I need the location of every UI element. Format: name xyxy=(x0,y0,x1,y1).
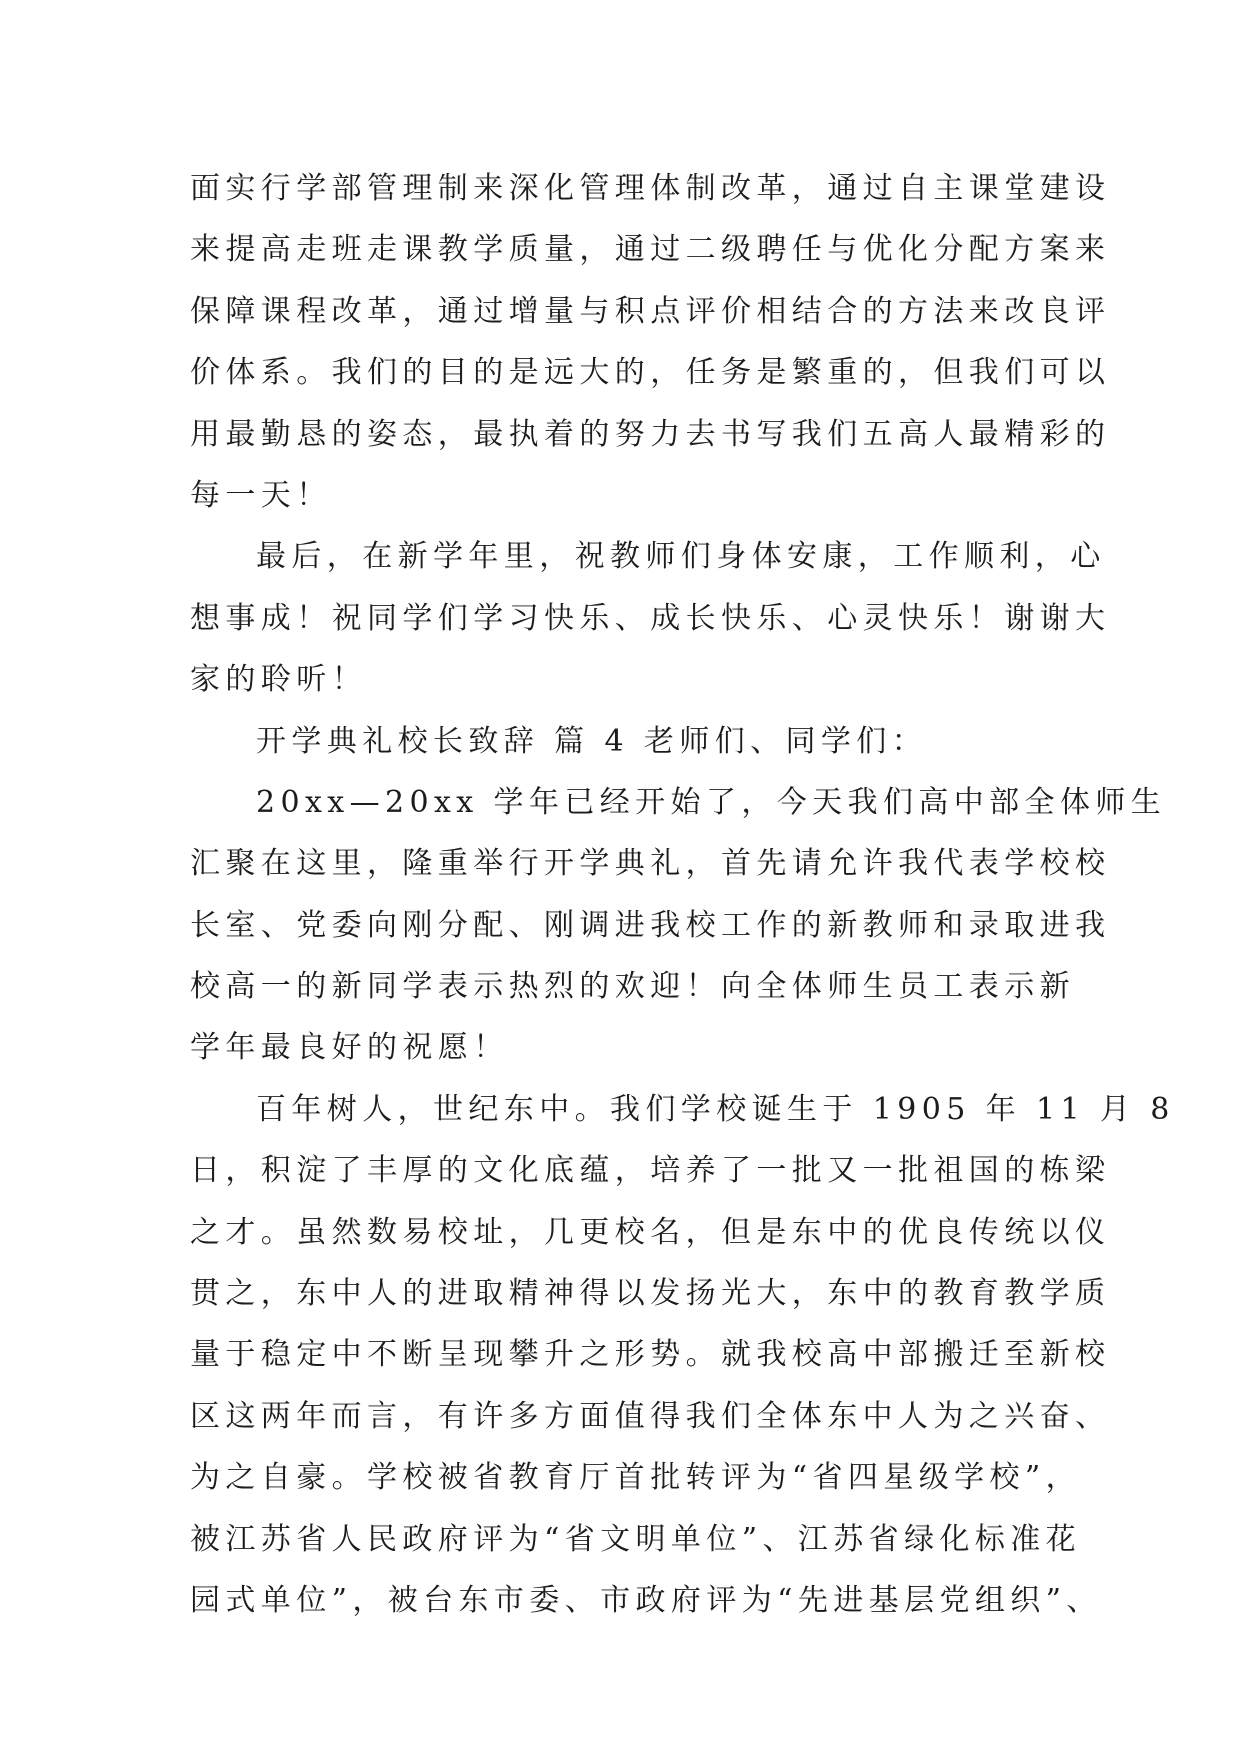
text-line: 保障课程改革，通过增量与积点评价相结合的方法来改良评 xyxy=(190,293,1111,329)
text-line: 园式单位”，被台东市委、市政府评为“先进基层党组织”、 xyxy=(190,1582,1102,1618)
text-line: 区这两年而言，有许多方面值得我们全体东中人为之兴奋、 xyxy=(190,1398,1111,1434)
text-line: 面实行学部管理制来深化管理体制改革，通过自主课堂建设 xyxy=(190,171,1111,206)
text-line: 开学典礼校长致辞 篇 4 老师们、同学们： xyxy=(256,723,928,759)
text-line: 为之自豪。学校被省教育厅首批转评为“省四星级学校”， xyxy=(190,1460,1082,1496)
text-line: 最后，在新学年里，祝教师们身体安康，工作顺利，心 xyxy=(256,539,1106,575)
text-line: 日，积淀了丰厚的文化底蕴，培养了一批又一批祖国的栋梁 xyxy=(190,1153,1111,1189)
text-line: 百年树人，世纪东中。我们学校诞生于 1905 年 11 月 8 xyxy=(256,1091,1175,1127)
text-line: 来提高走班走课教学质量，通过二级聘任与优化分配方案来 xyxy=(190,232,1111,268)
text-line: 贯之，东中人的进取精神得以发扬光大，东中的教育教学质 xyxy=(190,1276,1111,1312)
text-line: 学年最良好的祝愿！ xyxy=(190,1030,509,1066)
text-line: 价体系。我们的目的是远大的，任务是繁重的，但我们可以 xyxy=(190,355,1111,391)
text-line: 校高一的新同学表示热烈的欢迎！向全体师生员工表示新 xyxy=(190,969,1075,1005)
document-body xyxy=(190,158,1175,1631)
text-line: 之才。虽然数易校址，几更校名，但是东中的优良传统以仪 xyxy=(190,1214,1111,1250)
text-line: 用最勤恳的姿态，最执着的努力去书写我们五高人最精彩的 xyxy=(190,416,1111,452)
text-line: 被江苏省人民政府评为“省文明单位”、江苏省绿化标准花 xyxy=(190,1521,1082,1557)
text-line: 量于稳定中不断呈现攀升之形势。就我校高中部搬迁至新校 xyxy=(190,1337,1111,1373)
text-line: 汇聚在这里，隆重举行开学典礼，首先请允许我代表学校校 xyxy=(190,846,1111,882)
text-line: 20xx—20xx 学年已经开始了，今天我们高中部全体师生 xyxy=(256,784,1167,820)
text-line: 想事成！祝同学们学习快乐、成长快乐、心灵快乐！谢谢大 xyxy=(190,600,1111,636)
text-line: 家的聆听！ xyxy=(190,662,367,698)
text-line: 长室、党委向刚分配、刚调进我校工作的新教师和录取进我 xyxy=(190,907,1111,943)
text-line: 每一天！ xyxy=(190,477,332,513)
